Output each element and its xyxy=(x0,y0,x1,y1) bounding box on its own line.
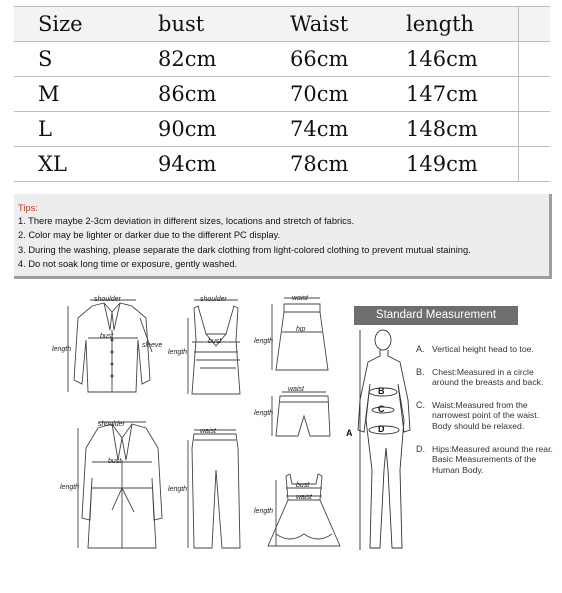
coat-bust-label: bust xyxy=(108,458,122,465)
measurement-item xyxy=(416,344,556,355)
trousers-illustration xyxy=(188,430,240,548)
table-cell: 147cm xyxy=(398,77,519,112)
camisole-bust-label: bust xyxy=(208,338,222,345)
table-cell: 148cm xyxy=(398,112,519,147)
tips-title: Tips: xyxy=(18,203,38,213)
measurement-item xyxy=(416,400,556,432)
blouse-sleeve-label: sleeve xyxy=(142,342,163,349)
table-cell-empty xyxy=(519,147,551,182)
table-cell-empty xyxy=(519,7,551,42)
table-cell: XL xyxy=(14,147,150,182)
coat-length-label: length xyxy=(60,484,80,491)
table-cell: 149cm xyxy=(398,147,519,182)
table-cell: 86cm xyxy=(150,77,284,112)
table-row xyxy=(14,147,550,182)
table-cell: 94cm xyxy=(150,147,284,182)
header-length: length xyxy=(398,7,519,42)
table-cell: 66cm xyxy=(284,42,398,77)
table-cell: S xyxy=(14,42,150,77)
camisole-length-label: length xyxy=(168,349,188,356)
shorts-illustration xyxy=(272,392,330,436)
size-table xyxy=(14,6,550,182)
skirt-waist-label: waist xyxy=(292,295,308,302)
dress-length-label: length xyxy=(254,508,274,515)
camisole-shoulder-label: shoulder xyxy=(200,296,227,303)
table-row xyxy=(14,77,550,112)
coat-illustration xyxy=(78,422,162,548)
measurement-letter: D. xyxy=(416,443,425,454)
dress-bust-label: bust xyxy=(296,482,310,489)
blouse-illustration xyxy=(68,300,152,392)
table-cell: 146cm xyxy=(398,42,519,77)
measurement-item xyxy=(416,444,556,476)
body-letter-d: D xyxy=(378,424,385,434)
tips-box xyxy=(14,194,552,279)
skirt-illustration xyxy=(272,298,328,370)
shorts-length-label: length xyxy=(254,410,274,417)
table-cell-empty xyxy=(519,77,551,112)
body-letter-a: A xyxy=(346,428,353,438)
measurement-item xyxy=(416,367,556,388)
measurement-text: Waist:Measured from the narrowest point of the waist. Body should be relaxed. xyxy=(432,399,539,431)
tip-item: 3. During the washing, please separate the dark clothing from light-colored clothing to prevent mutual staining. xyxy=(18,244,471,255)
human-figure-illustration xyxy=(358,330,410,550)
coat-shoulder-label: shoulder xyxy=(98,421,125,428)
skirt-length-label: length xyxy=(254,338,274,345)
measurement-text: Vertical height head to toe. xyxy=(432,344,534,354)
tip-item: 4. Do not soak long time or exposure, gently washed. xyxy=(18,259,238,270)
blouse-shoulder-label: shoulder xyxy=(94,296,121,303)
table-row xyxy=(14,42,550,77)
header-size: Size xyxy=(14,7,150,42)
measurement-text: Hips:Measured around the rear. Basic Measurements of the Human Body. xyxy=(432,443,553,475)
table-cell-empty xyxy=(519,42,551,77)
table-cell-empty xyxy=(519,112,551,147)
skirt-hip-label: hip xyxy=(296,326,306,333)
table-cell: 82cm xyxy=(150,42,284,77)
trousers-waist-label: waist xyxy=(200,428,216,435)
table-cell: M xyxy=(14,77,150,112)
camisole-illustration xyxy=(188,300,240,394)
trousers-length-label: length xyxy=(168,486,188,493)
measurement-text: Chest:Measured in a circle around the breasts and back. xyxy=(432,366,544,388)
header-bust: bust xyxy=(150,7,284,42)
table-cell: 78cm xyxy=(284,147,398,182)
table-row xyxy=(14,112,550,147)
blouse-length-label: length xyxy=(52,346,72,353)
measurement-letter: B. xyxy=(416,366,425,377)
body-letter-b: B xyxy=(378,386,385,396)
table-cell: 90cm xyxy=(150,112,284,147)
measurement-letter: A. xyxy=(416,344,425,354)
standard-measurement-list xyxy=(416,344,556,487)
measurement-letter: C. xyxy=(416,399,425,410)
table-cell: 70cm xyxy=(284,77,398,112)
header-waist: Waist xyxy=(284,7,398,42)
shorts-waist-label: waist xyxy=(288,386,304,393)
table-cell: L xyxy=(14,112,150,147)
table-cell: 74cm xyxy=(284,112,398,147)
body-letter-c: C xyxy=(378,404,385,414)
size-table-header xyxy=(14,7,550,42)
standard-measurement-title: Standard Measurement xyxy=(354,306,518,325)
dress-waist-label: waist xyxy=(296,494,312,501)
tip-item: 1. There maybe 2-3cm deviation in different sizes, locations and stretch of fabrics. xyxy=(18,216,355,226)
tip-item: 2. Color may be lighter or darker due to the different PC display. xyxy=(18,230,281,241)
blouse-bust-label: bust xyxy=(100,333,114,340)
